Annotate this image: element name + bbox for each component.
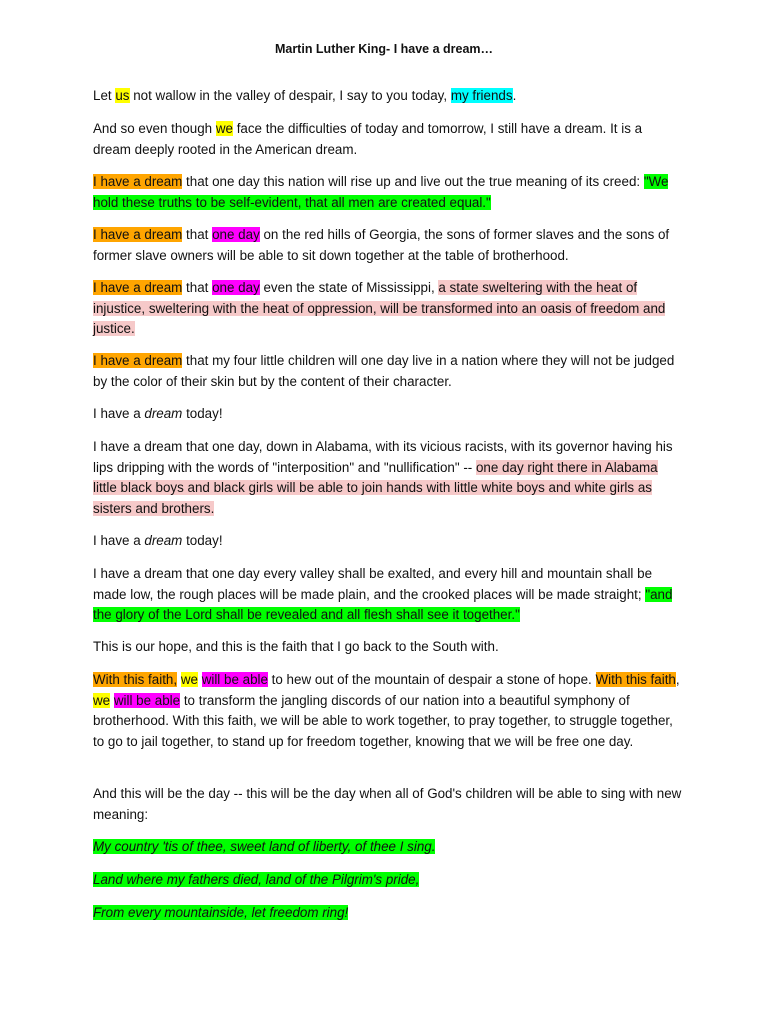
highlight-i-have-a-dream: I have a dream (93, 227, 183, 242)
highlight-quote: "We hold these truths to be self-evident, that all men are created equal." (93, 174, 669, 210)
italic-dream: dream (144, 406, 183, 421)
paragraph-16 (93, 903, 683, 924)
highlight-with-this-faith: With this faith, (93, 672, 178, 687)
highlight-will-be-able: will be able (113, 692, 181, 708)
paragraph-10 (93, 564, 683, 626)
text-run: that my four little children will one day live in a nation where they will not be judged by the color of their skin but by the content of their character. (93, 353, 675, 389)
text-run: to hew out of the mountain of despair a stone of hope. (267, 672, 596, 687)
text-run: , (675, 672, 680, 687)
highlight-we: we (180, 672, 198, 687)
highlight-will-be-able: will be able (201, 672, 268, 687)
text-run: that (182, 280, 213, 295)
highlight-us: us (115, 88, 130, 103)
paragraph-5 (93, 278, 683, 340)
paragraph-7 (93, 404, 683, 425)
text-run: I have a dream that one day every valley shall be exalted, and every hill and mountain shall be made low, the rough places will be made plain, and the crooked places will be made straight; (93, 566, 653, 602)
paragraph-9 (93, 531, 683, 552)
text-run: that (182, 227, 213, 242)
text-run: today! (182, 533, 223, 548)
text-run: . (512, 88, 517, 103)
highlight-my-friends: my friends (450, 88, 513, 103)
highlight-we: we (93, 692, 111, 708)
text-run: This is our hope, and this is the faith that I go back to the South with. (93, 639, 499, 654)
text-run: to transform the jangling discords of our nation into a beautiful symphony of brotherhood. With this faith, we will be able to work together, to pray together, to struggle together, to go to jail together, to stand up for freedom together, knowing that we will be free one day. (93, 692, 673, 749)
paragraph-8 (93, 437, 683, 519)
paragraph-12 (93, 670, 683, 752)
paragraph-15 (93, 870, 683, 891)
text-run: I have a dream that one day, down in Alabama, with its vicious racists, with its governor having his lips dripping with the words of "interposition" and "nullification" -- (93, 439, 673, 475)
paragraph-13 (93, 784, 683, 825)
paragraph-4 (93, 225, 683, 266)
highlight-sweltering: a state sweltering with the heat of injustice, sweltering with the heat of oppression, will be transformed into an oasis of freedom and justice. (93, 280, 666, 336)
paragraph-11 (93, 637, 683, 658)
paragraph-6 (93, 351, 683, 392)
text-run: face the difficulties of today and tomorrow, I still have a dream. It is a dream deeply rooted in the American dream. (93, 121, 643, 157)
highlight-glory-quote: "and the glory of the Lord shall be revealed and all flesh shall see it together." (93, 586, 673, 622)
highlight-i-have-a-dream: I have a dream (93, 353, 183, 368)
highlight-alabama: one day right there in Alabama little black boys and black girls will be able to join hands with little white boys and white girls as sisters and brothers. (93, 459, 658, 516)
text-run: I have a (93, 533, 145, 548)
highlight-i-have-a-dream: I have a dream (93, 174, 183, 189)
highlight-we: we (215, 121, 233, 136)
highlight-lyric-line-3: From every mountainside, let freedom ring! (93, 905, 349, 920)
highlight-lyric-line-1: My country 'tis of thee, sweet land of liberty, of thee I sing. (93, 839, 436, 854)
text-run: that one day this nation will rise up and live out the true meaning of its creed: (182, 174, 644, 189)
paragraph-3 (93, 172, 683, 213)
text-run: today! (182, 406, 223, 421)
highlight-lyric-line-2: Land where my fathers died, land of the Pilgrim's pride, (93, 872, 420, 887)
text-run: I have a (93, 406, 145, 421)
paragraph-1 (93, 86, 683, 107)
highlight-one-day: one day (212, 227, 260, 242)
highlight-with-this-faith: With this faith (595, 672, 676, 687)
text-run: even the state of Mississippi, (259, 280, 439, 295)
text-run: not wallow in the valley of despair, I say to you today, (129, 88, 451, 103)
document-title: Martin Luther King- I have a dream… (274, 42, 494, 56)
italic-dream: dream (144, 533, 183, 548)
paragraph-14 (93, 837, 683, 858)
text-run: And this will be the day -- this will be the day when all of God's children will be able to sing with new meaning: (93, 786, 682, 822)
text-run: Let (93, 88, 116, 103)
text-run: And so even though (93, 121, 216, 136)
highlight-i-have-a-dream: I have a dream (93, 280, 183, 295)
paragraph-2 (93, 119, 683, 160)
text-run: on the red hills of Georgia, the sons of former slaves and the sons of former slave owners will be able to sit down together at the table of brotherhood. (93, 227, 670, 263)
highlight-one-day: one day (212, 280, 260, 295)
